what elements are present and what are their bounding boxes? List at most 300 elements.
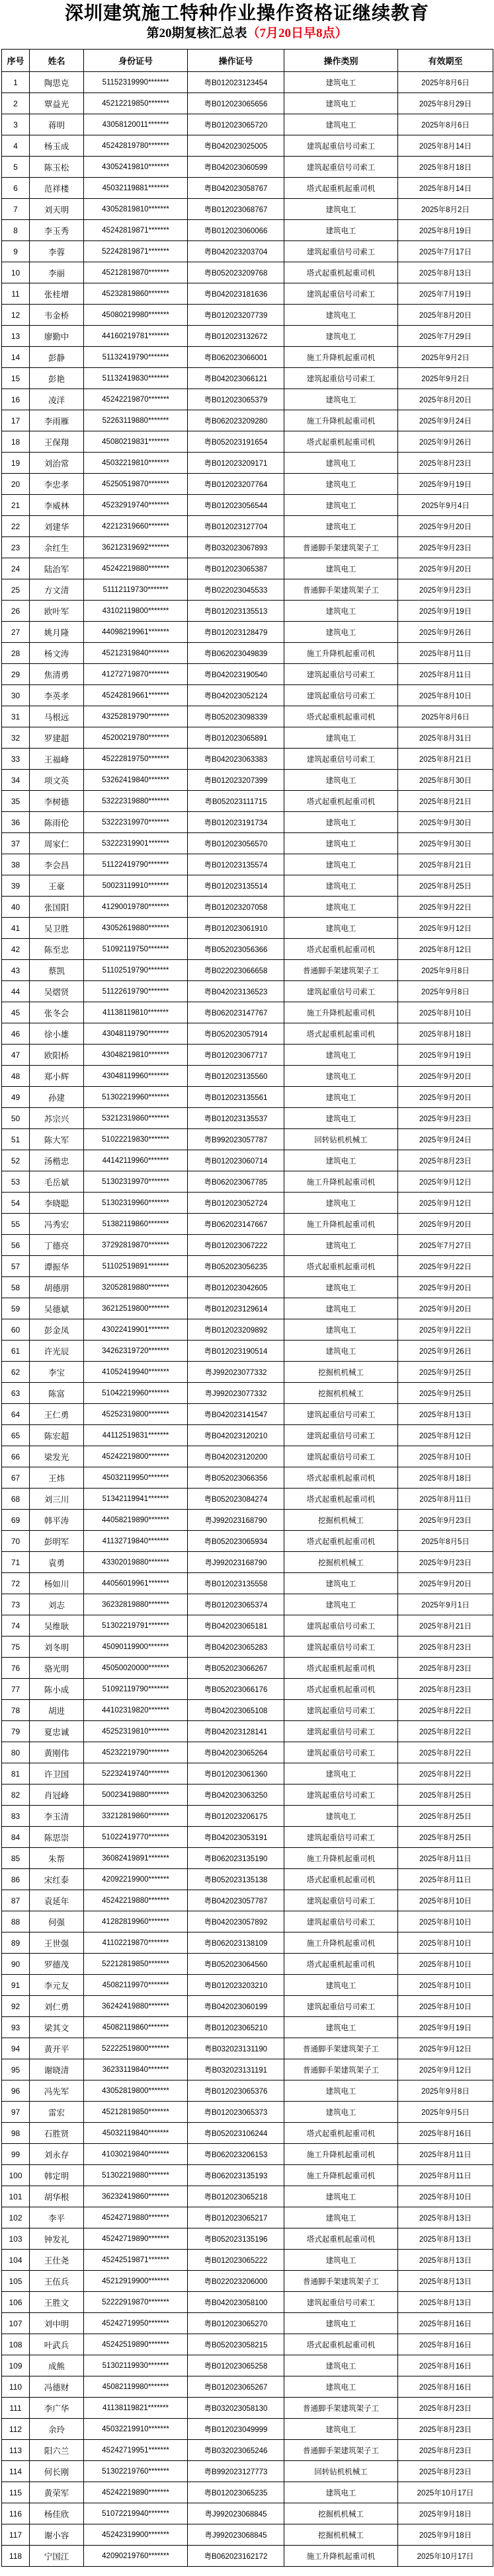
cell-name: 李雨雁 — [30, 410, 84, 431]
table-row — [2, 1637, 493, 1658]
cell-category: 普通脚手架建筑架子工 — [284, 2059, 398, 2080]
table-row — [2, 93, 493, 114]
cell-valid-until: 2025年9月24日 — [398, 410, 493, 431]
cell-name: 陈至忠 — [30, 939, 84, 960]
cell-cert-number: 粤B042023058767 — [188, 178, 284, 199]
table-row — [2, 1108, 493, 1129]
cell-valid-until: 2025年9月22日 — [398, 1319, 493, 1341]
document-header — [0, 0, 494, 46]
cell-id-number: 45252319800******* — [84, 1404, 188, 1425]
cell-category: 建筑起重信号司索工 — [284, 1911, 398, 1932]
table-row — [2, 1277, 493, 1298]
cell-id-number: 51302119930******* — [84, 2355, 188, 2376]
cell-valid-until: 2025年8月21日 — [398, 749, 493, 770]
cell-id-number: 51302319960******* — [84, 1193, 188, 1214]
cell-id-number: 44160219781******* — [84, 326, 188, 347]
cell-valid-until: 2025年8月23日 — [398, 2461, 493, 2482]
cell-category: 建筑起重信号司索工 — [284, 368, 398, 389]
cell-name: 吴德斌 — [30, 1298, 84, 1319]
cell-index: 89 — [2, 1932, 30, 1954]
cell-valid-until: 2025年9月18日 — [398, 2503, 493, 2524]
cell-valid-until: 2025年9月22日 — [398, 1256, 493, 1277]
cell-valid-until: 2025年9月12日 — [398, 1171, 493, 1193]
cell-cert-number: 粤B012023206175 — [188, 1806, 284, 1827]
cell-category: 建筑电工 — [284, 516, 398, 537]
cell-name: 韩定明 — [30, 2165, 84, 2186]
cell-name: 吴卫胜 — [30, 918, 84, 939]
col-header-id-number: 身份证号 — [84, 50, 188, 72]
cell-valid-until: 2025年9月22日 — [398, 897, 493, 918]
cell-id-number: 45242219800******* — [84, 1446, 188, 1467]
cell-id-number: 43058120011******* — [84, 114, 188, 135]
cell-cert-number: 粤J992023068845 — [188, 2503, 284, 2524]
table-row — [2, 1996, 493, 2017]
cell-cert-number: 粤B052023106244 — [188, 2123, 284, 2144]
cell-cert-number: 粤B012023203210 — [188, 1975, 284, 1996]
cell-name: 张桂增 — [30, 283, 84, 305]
cell-valid-until: 2025年8月13日 — [398, 2228, 493, 2250]
table-row — [2, 2207, 493, 2228]
cell-cert-number: 粤B012023190514 — [188, 1341, 284, 1362]
cell-index: 113 — [2, 2440, 30, 2461]
cell-name: 刘天明 — [30, 199, 84, 220]
table-row — [2, 1531, 493, 1552]
cell-category: 塔式起重机起重司机 — [284, 1954, 398, 1975]
cell-index: 91 — [2, 1975, 30, 1996]
cell-cert-number: 粤B062023066001 — [188, 347, 284, 368]
cell-name: 石胜贤 — [30, 2123, 84, 2144]
cell-id-number: 51302219880******* — [84, 2165, 188, 2186]
cell-valid-until: 2025年9月4日 — [398, 495, 493, 516]
cell-name: 何长刚 — [30, 2461, 84, 2482]
cell-category: 建筑起重信号司索工 — [284, 1827, 398, 1848]
cell-cert-number: 粤B042023128141 — [188, 1721, 284, 1742]
cell-cert-number: 粤B022023206000 — [188, 2271, 284, 2292]
cell-cert-number: 粤B012023128479 — [188, 622, 284, 643]
cell-index: 9 — [2, 241, 30, 262]
cell-name: 欧阳桥 — [30, 1045, 84, 1066]
cell-name: 宋红泰 — [30, 1869, 84, 1890]
cell-category: 普通脚手架建筑架子工 — [284, 960, 398, 981]
cell-name: 方文清 — [30, 579, 84, 601]
cell-index: 14 — [2, 347, 30, 368]
cell-index: 117 — [2, 2524, 30, 2546]
cell-valid-until: 2025年9月8日 — [398, 981, 493, 1002]
table-row — [2, 1045, 493, 1066]
cell-id-number: 45080219831******* — [84, 431, 188, 453]
cell-index: 111 — [2, 2398, 30, 2419]
cell-index: 31 — [2, 706, 30, 727]
cell-index: 101 — [2, 2186, 30, 2207]
cell-name: 谢晓清 — [30, 2059, 84, 2080]
cell-cert-number: 粤B062023135190 — [188, 1848, 284, 1869]
cell-valid-until: 2025年8月23日 — [398, 453, 493, 474]
cell-category: 塔式起重机起重司机 — [284, 2228, 398, 2250]
cell-name: 王保翔 — [30, 431, 84, 453]
cell-cert-number: 粤B012023207399 — [188, 770, 284, 791]
table-row — [2, 283, 493, 305]
cell-valid-until: 2025年9月2日 — [398, 347, 493, 368]
cell-index: 116 — [2, 2503, 30, 2524]
cell-id-number: 41272719870******* — [84, 664, 188, 685]
table-row — [2, 410, 493, 431]
cell-name: 项文英 — [30, 770, 84, 791]
cell-category: 建筑电工 — [284, 558, 398, 579]
table-row — [2, 1362, 493, 1383]
table-row — [2, 2355, 493, 2376]
cell-index: 112 — [2, 2419, 30, 2440]
cell-cert-number: 粤B052023191654 — [188, 431, 284, 453]
table-row — [2, 220, 493, 241]
table-row — [2, 1023, 493, 1045]
table-row — [2, 2186, 493, 2207]
cell-name: 杨佳欣 — [30, 2503, 84, 2524]
cell-name: 谭振华 — [30, 1256, 84, 1277]
cell-valid-until: 2025年7月17日 — [398, 241, 493, 262]
cell-cert-number: 粤B012023135514 — [188, 875, 284, 897]
cell-cert-number: 粤B042023065181 — [188, 1615, 284, 1637]
cell-category: 建筑电工 — [284, 2102, 398, 2123]
cell-id-number: 52242819871******* — [84, 241, 188, 262]
table-row — [2, 1742, 493, 1763]
cell-name: 吴熠贤 — [30, 981, 84, 1002]
table-row — [2, 812, 493, 833]
cell-index: 70 — [2, 1531, 30, 1552]
cell-id-number: 45242819871******* — [84, 220, 188, 241]
cell-cert-number: 粤B012023129614 — [188, 1298, 284, 1319]
cell-id-number: 45032119950******* — [84, 1467, 188, 1489]
cell-index: 75 — [2, 1637, 30, 1658]
cell-cert-number: 粤B052023135196 — [188, 2228, 284, 2250]
cell-category: 建筑电工 — [284, 1298, 398, 1319]
cell-cert-number: 粤B012023065218 — [188, 2186, 284, 2207]
cell-category: 建筑电工 — [284, 1235, 398, 1256]
cell-id-number: 52232419740******* — [84, 1763, 188, 1785]
table-row — [2, 1383, 493, 1404]
cell-valid-until: 2025年8月10日 — [398, 685, 493, 706]
cell-index: 115 — [2, 2482, 30, 2503]
cell-name: 吴维耿 — [30, 1615, 84, 1637]
col-header-category: 操作类别 — [284, 50, 398, 72]
cell-valid-until: 2025年8月13日 — [398, 1404, 493, 1425]
cell-index: 37 — [2, 833, 30, 854]
cell-index: 59 — [2, 1298, 30, 1319]
cell-category: 挖掘机机械工 — [284, 2503, 398, 2524]
cell-cert-number: 粤B012023209892 — [188, 1319, 284, 1341]
cell-name: 苏宗兴 — [30, 1108, 84, 1129]
cell-cert-number: 粤B042023181636 — [188, 283, 284, 305]
cell-cert-number: 粤B012023127704 — [188, 516, 284, 537]
cell-cert-number: 粤B012023209171 — [188, 453, 284, 474]
cell-index: 13 — [2, 326, 30, 347]
cell-valid-until: 2025年8月23日 — [398, 1150, 493, 1171]
cell-cert-number: 粤B042023066121 — [188, 368, 284, 389]
cell-id-number: 45242219880******* — [84, 558, 188, 579]
cell-id-number: 45080219980******* — [84, 305, 188, 326]
cell-valid-until: 2025年9月8日 — [398, 960, 493, 981]
cell-cert-number: 粤J992023168790 — [188, 1510, 284, 1531]
table-row — [2, 1235, 493, 1256]
cell-cert-number: 粤B052023066356 — [188, 1467, 284, 1489]
cell-id-number: 41132719840******* — [84, 1531, 188, 1552]
cell-id-number: 45212819870******* — [84, 262, 188, 283]
table-row — [2, 1763, 493, 1785]
cell-index: 98 — [2, 2123, 30, 2144]
cell-cert-number: 粤B032023058130 — [188, 2398, 284, 2419]
cell-cert-number: 粤B042023063250 — [188, 1785, 284, 1806]
table-row — [2, 601, 493, 622]
cell-category: 建筑电工 — [284, 2482, 398, 2503]
cell-name: 黄荣军 — [30, 2482, 84, 2503]
cell-index: 96 — [2, 2080, 30, 2102]
cell-index: 16 — [2, 389, 30, 410]
cell-category: 施工升降机起重司机 — [284, 1214, 398, 1235]
cell-cert-number: 粤B032023131190 — [188, 2038, 284, 2059]
cell-index: 73 — [2, 1594, 30, 1615]
cell-valid-until: 2025年8月18日 — [398, 1023, 493, 1045]
cell-category: 建筑电工 — [284, 2207, 398, 2228]
cell-category: 建筑起重信号司索工 — [284, 664, 398, 685]
cell-index: 17 — [2, 410, 30, 431]
cell-cert-number: 粤J992023168790 — [188, 1552, 284, 1573]
cell-id-number: 43252819790******* — [84, 706, 188, 727]
cell-category: 建筑电工 — [284, 220, 398, 241]
cell-name: 冯德财 — [30, 2376, 84, 2398]
table-row — [2, 727, 493, 749]
cell-index: 66 — [2, 1446, 30, 1467]
cell-id-number: 52222919870******* — [84, 2292, 188, 2313]
cell-name: 范祥楼 — [30, 178, 84, 199]
cell-name: 杨文涛 — [30, 643, 84, 664]
cell-index: 26 — [2, 601, 30, 622]
cell-index: 109 — [2, 2355, 30, 2376]
cell-valid-until: 2025年8月23日 — [398, 1658, 493, 1679]
cell-name: 夏忠诚 — [30, 1721, 84, 1742]
cell-name: 骆光明 — [30, 1658, 84, 1679]
cell-index: 72 — [2, 1573, 30, 1594]
table-row — [2, 918, 493, 939]
cell-category: 建筑电工 — [284, 2186, 398, 2207]
table-row — [2, 1594, 493, 1615]
cell-index: 43 — [2, 960, 30, 981]
cell-category: 塔式起重机起重司机 — [284, 939, 398, 960]
cell-category: 建筑起重信号司索工 — [284, 241, 398, 262]
cell-id-number: 53262419840******* — [84, 770, 188, 791]
cell-id-number: 45242819780******* — [84, 135, 188, 157]
cell-id-number: 45200219780******* — [84, 727, 188, 749]
table-row — [2, 1256, 493, 1277]
table-row — [2, 1446, 493, 1467]
cell-category: 施工升降机起重司机 — [284, 2546, 398, 2567]
cell-category: 塔式起重机起重司机 — [284, 1679, 398, 1700]
cell-index: 21 — [2, 495, 30, 516]
cell-name: 叶武兵 — [30, 2334, 84, 2355]
cell-valid-until: 2025年7月19日 — [398, 283, 493, 305]
col-header-valid-until: 有效期至 — [398, 50, 493, 72]
table-row — [2, 2440, 493, 2461]
table-row — [2, 199, 493, 220]
cell-name: 杨玉成 — [30, 135, 84, 157]
cell-cert-number: 粤B012023065217 — [188, 2207, 284, 2228]
cell-valid-until: 2025年9月23日 — [398, 1108, 493, 1129]
cell-name: 姚月隆 — [30, 622, 84, 643]
cell-category: 建筑电工 — [284, 833, 398, 854]
cell-category: 普通脚手架建筑架子工 — [284, 2398, 398, 2419]
cell-id-number: 33212819860******* — [84, 1806, 188, 1827]
cell-id-number: 45242319900******* — [84, 2524, 188, 2546]
cell-name: 袁勇 — [30, 1552, 84, 1573]
cell-valid-until: 2025年9月12日 — [398, 1193, 493, 1214]
cell-name: 彭金凤 — [30, 1319, 84, 1341]
cell-cert-number: 粤B052023111715 — [188, 791, 284, 812]
cell-index: 104 — [2, 2250, 30, 2271]
table-row — [2, 854, 493, 875]
cell-cert-number: 粤J992023068845 — [188, 2524, 284, 2546]
cell-category: 塔式起重机起重司机 — [284, 1467, 398, 1489]
table-row — [2, 262, 493, 283]
cell-name: 王仕尧 — [30, 2250, 84, 2271]
cell-name: 欧叶军 — [30, 601, 84, 622]
cell-index: 3 — [2, 114, 30, 135]
cell-valid-until: 2025年8月11日 — [398, 643, 493, 664]
table-row — [2, 241, 493, 262]
cell-id-number: 45242819661******* — [84, 685, 188, 706]
cell-index: 48 — [2, 1066, 30, 1087]
cell-name: 宁国江 — [30, 2546, 84, 2567]
cell-id-number: 45032219910******* — [84, 2419, 188, 2440]
cell-name: 梁其文 — [30, 2017, 84, 2038]
cell-cert-number: 粤B012023068767 — [188, 199, 284, 220]
table-row — [2, 2144, 493, 2165]
cell-valid-until: 2025年9月18日 — [398, 2524, 493, 2546]
cell-index: 88 — [2, 1911, 30, 1932]
cell-valid-until: 2025年8月23日 — [398, 2419, 493, 2440]
cell-name: 罗德茂 — [30, 1954, 84, 1975]
cell-valid-until: 2025年9月25日 — [398, 1383, 493, 1404]
cell-index: 57 — [2, 1256, 30, 1277]
cell-category: 建筑起重信号司索工 — [284, 981, 398, 1002]
cell-valid-until: 2025年9月20日 — [398, 1214, 493, 1235]
cell-index: 1 — [2, 72, 30, 93]
cell-category: 建筑起重信号司索工 — [284, 1637, 398, 1658]
cell-id-number: 45242219880******* — [84, 1890, 188, 1911]
cell-valid-until: 2025年8月11日 — [398, 2165, 493, 2186]
cell-valid-until: 2025年8月21日 — [398, 791, 493, 812]
cell-category: 建筑电工 — [284, 727, 398, 749]
cell-category: 普通脚手架建筑架子工 — [284, 2440, 398, 2461]
cell-valid-until: 2025年8月10日 — [398, 1446, 493, 1467]
cell-name: 刘治常 — [30, 453, 84, 474]
cell-category: 施工升降机起重司机 — [284, 2165, 398, 2186]
cell-valid-until: 2025年10月17日 — [398, 2482, 493, 2503]
cell-id-number: 45212819850******* — [84, 2102, 188, 2123]
table-row — [2, 2250, 493, 2271]
cell-valid-until: 2025年8月10日 — [398, 1911, 493, 1932]
cell-valid-until: 2025年8月13日 — [398, 2271, 493, 2292]
cell-id-number: 36232419860******* — [84, 2186, 188, 2207]
cell-valid-until: 2025年9月20日 — [398, 1298, 493, 1319]
cell-category: 建筑电工 — [284, 2080, 398, 2102]
cell-name: 张冬会 — [30, 1002, 84, 1023]
cell-cert-number: 粤B052023098339 — [188, 706, 284, 727]
cell-name: 陆治军 — [30, 558, 84, 579]
cell-category: 建筑电工 — [284, 199, 398, 220]
cell-index: 12 — [2, 305, 30, 326]
cell-index: 118 — [2, 2546, 30, 2567]
cell-index: 80 — [2, 1742, 30, 1763]
cell-id-number: 51132419830******* — [84, 368, 188, 389]
cell-id-number: 44098219961******* — [84, 622, 188, 643]
cell-cert-number: 粤B012023065891 — [188, 727, 284, 749]
cell-cert-number: 粤B012023135513 — [188, 601, 284, 622]
cell-index: 2 — [2, 93, 30, 114]
cell-cert-number: 粤B012023065656 — [188, 93, 284, 114]
cell-index: 83 — [2, 1806, 30, 1827]
cell-id-number: 45242719951******* — [84, 2440, 188, 2461]
table-row — [2, 1721, 493, 1742]
cell-cert-number: 粤B042023060599 — [188, 157, 284, 178]
cell-id-number: 45242719890******* — [84, 2228, 188, 2250]
cell-id-number: 52212819850******* — [84, 1954, 188, 1975]
cell-index: 56 — [2, 1235, 30, 1256]
cell-category: 建筑电工 — [284, 770, 398, 791]
cell-index: 108 — [2, 2334, 30, 2355]
cell-valid-until: 2025年8月21日 — [398, 854, 493, 875]
cell-cert-number: 粤B012023049999 — [188, 2419, 284, 2440]
cell-cert-number: 粤B012023191734 — [188, 812, 284, 833]
cell-index: 34 — [2, 770, 30, 791]
cell-index: 110 — [2, 2376, 30, 2398]
cell-category: 建筑电工 — [284, 1594, 398, 1615]
table-row — [2, 1615, 493, 1637]
cell-name: 何强 — [30, 1911, 84, 1932]
cell-category: 建筑电工 — [284, 474, 398, 495]
cell-valid-until: 2025年9月20日 — [398, 558, 493, 579]
cell-name: 刘仁勇 — [30, 1996, 84, 2017]
table-row — [2, 2376, 493, 2398]
cell-name: 李忠孝 — [30, 474, 84, 495]
cell-id-number: 51112119730******* — [84, 579, 188, 601]
table-row — [2, 2080, 493, 2102]
table-row — [2, 2546, 493, 2567]
cell-index: 40 — [2, 897, 30, 918]
table-row — [2, 1869, 493, 1890]
cell-category: 塔式起重机起重司机 — [284, 1256, 398, 1277]
cell-index: 51 — [2, 1129, 30, 1150]
cell-index: 71 — [2, 1552, 30, 1573]
table-row — [2, 2398, 493, 2419]
cell-name: 王豪 — [30, 875, 84, 897]
cell-index: 82 — [2, 1785, 30, 1806]
cell-cert-number: 粤B012023065270 — [188, 2313, 284, 2334]
cell-name: 李玉秀 — [30, 220, 84, 241]
cell-valid-until: 2025年8月10日 — [398, 1932, 493, 1954]
cell-category: 建筑电工 — [284, 2419, 398, 2440]
table-row — [2, 474, 493, 495]
cell-valid-until: 2025年9月8日 — [398, 2080, 493, 2102]
cell-cert-number: 粤B042023052124 — [188, 685, 284, 706]
cell-index: 76 — [2, 1658, 30, 1679]
cell-category: 建筑起重信号司索工 — [284, 1404, 398, 1425]
cell-category: 塔式起重机起重司机 — [284, 1489, 398, 1510]
cell-category: 建筑电工 — [284, 854, 398, 875]
cell-id-number: 41030219840******* — [84, 2144, 188, 2165]
cell-id-number: 51092119790******* — [84, 1679, 188, 1700]
cell-cert-number: 粤B012023060066 — [188, 220, 284, 241]
cell-cert-number: 粤B012023056544 — [188, 495, 284, 516]
cell-name: 雷宏 — [30, 2102, 84, 2123]
cell-index: 67 — [2, 1467, 30, 1489]
